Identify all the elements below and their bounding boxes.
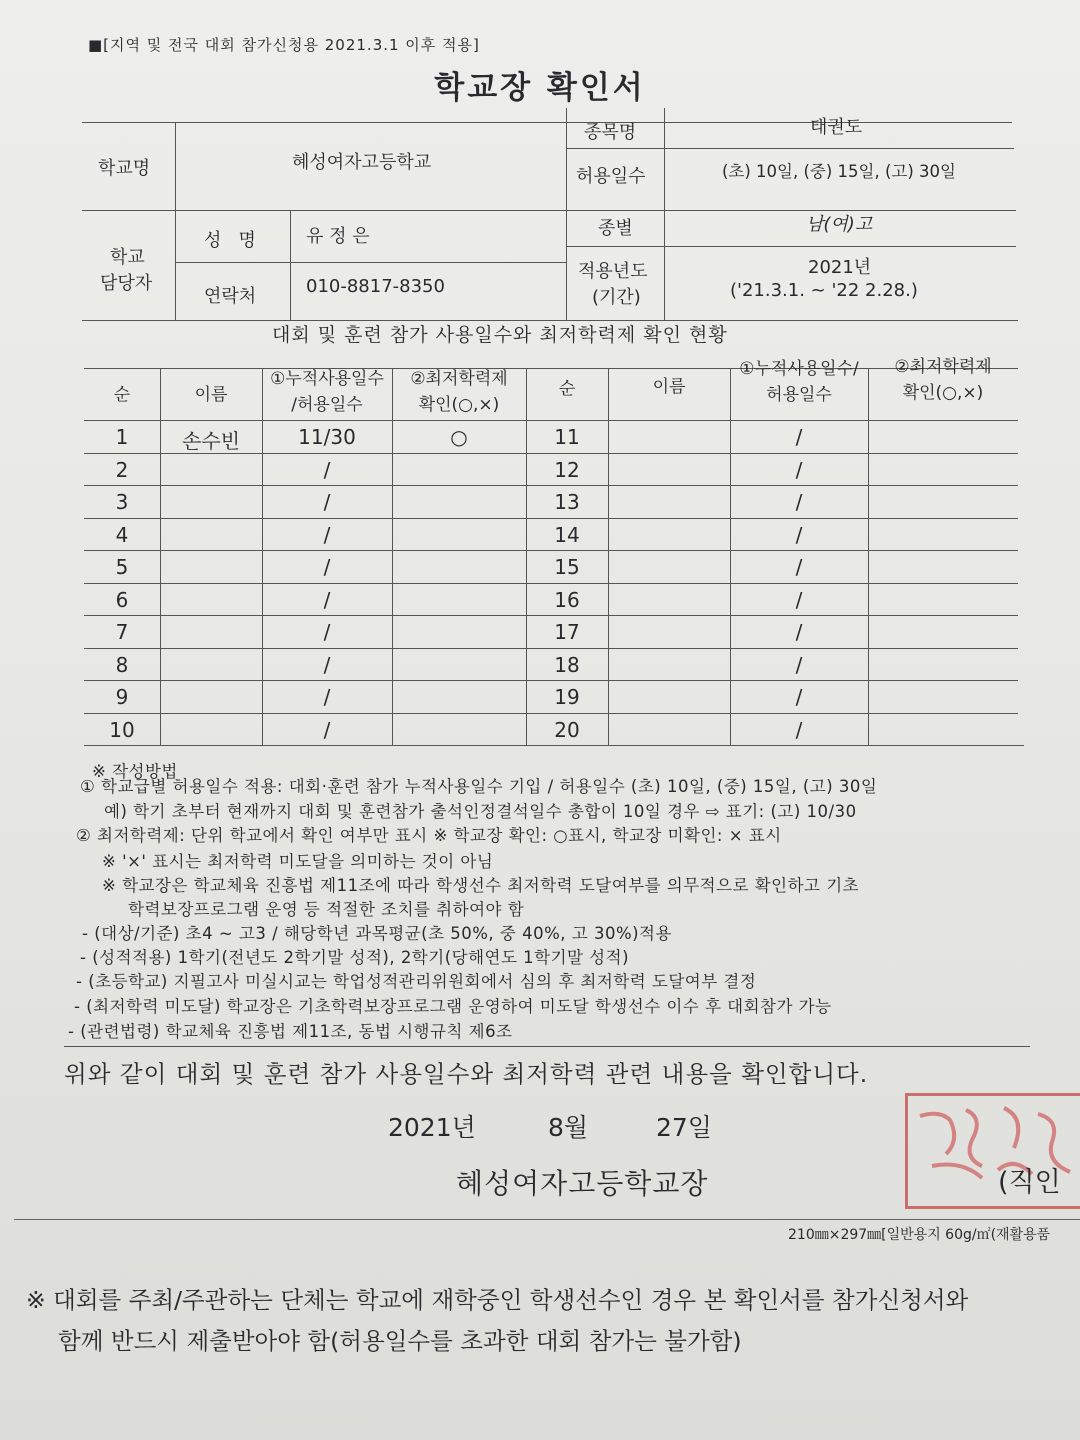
note-line: ① 학교급별 허용일수 적용: 대회·훈련 참가 누적사용일수 기입 / 허용일수 (초) 10일, (중) 15일, (고) 30일 bbox=[80, 777, 878, 796]
table-cell-name: 손수빈 bbox=[182, 429, 240, 453]
name-label: 성 명 bbox=[204, 230, 256, 251]
table-cell-days: / bbox=[323, 523, 331, 547]
type-label: 종별 bbox=[598, 218, 633, 239]
allowed-days-label: 허용일수 bbox=[576, 166, 646, 187]
table-cell-no: 7 bbox=[115, 620, 129, 644]
date-month: 8월 bbox=[548, 1113, 589, 1142]
table-cell-days: / bbox=[323, 588, 331, 612]
table-cell-days: / bbox=[323, 718, 331, 742]
col-header-check: ②최저학력제 bbox=[410, 369, 508, 389]
table-cell-no: 6 bbox=[115, 588, 129, 612]
note-line: 예) 학기 초부터 현재까지 대회 및 훈련참가 출석인정결석일수 총합이 10일 경우 ⇨ 표기: (고) 10/30 bbox=[104, 802, 857, 821]
confirmation-statement: 위와 같이 대회 및 훈련 참가 사용일수와 최저학력 관련 내용을 확인합니다. bbox=[64, 1060, 869, 1088]
note-line: ※ 학교장은 학교체육 진흥법 제11조에 따라 학생선수 최저학력 도달여부를 의무적으로 확인하고 기초 bbox=[102, 876, 860, 895]
seal-label: (직인 bbox=[998, 1167, 1061, 1198]
note-line: - (초등학교) 지필고사 미실시교는 학업성적관리위원회에서 심의 후 최저학력 도달여부 결정 bbox=[76, 972, 757, 991]
table-cell-days: / bbox=[323, 490, 331, 514]
sport-label: 종목명 bbox=[584, 122, 637, 143]
form-usage-note: ■[지역 및 전국 대회 참가신청용 2021.3.1 이후 적용] bbox=[88, 36, 480, 54]
table-cell-days: / bbox=[795, 653, 803, 677]
table-cell-no: 4 bbox=[115, 523, 129, 547]
table-cell-no: 12 bbox=[554, 458, 580, 482]
info-col-divider bbox=[175, 122, 176, 320]
manager-name-value: 유 정 은 bbox=[306, 226, 370, 247]
table-cell-no: 15 bbox=[554, 555, 580, 579]
table-row-line bbox=[84, 485, 1018, 486]
note-line: - (대상/기준) 초4 ~ 고3 / 해당학년 과목평균(초 50%, 중 40%, 고 30%)적용 bbox=[82, 924, 672, 943]
table-cell-no: 20 bbox=[554, 718, 580, 742]
year-value: 2021년 bbox=[808, 257, 872, 278]
footer-notice: ※ 대회를 주최/주관하는 단체는 학교에 재학중인 학생선수인 경우 본 확인서를 참가신청서와 bbox=[26, 1286, 969, 1314]
page-title: 학교장 확인서 bbox=[434, 70, 646, 106]
school-name-label: 학교명 bbox=[98, 158, 151, 179]
note-line: ※ 작성방법 bbox=[92, 762, 178, 781]
table-cell-no: 10 bbox=[109, 718, 135, 742]
notes-bottom-line bbox=[64, 1046, 1030, 1047]
sport-value: 태권도 bbox=[810, 117, 863, 138]
note-line: - (최저학력 미도달) 학교장은 기초학력보장프로그램 운영하여 미도달 학생선수 이수 후 대회참가 가능 bbox=[74, 997, 832, 1016]
section-title: 대회 및 훈련 참가 사용일수와 최저학력제 확인 현황 bbox=[272, 324, 728, 346]
table-row-line bbox=[84, 615, 1018, 616]
col-header-check-2: 확인(○,×) bbox=[418, 395, 500, 415]
table-cell-no: 1 bbox=[115, 425, 129, 449]
table-col-line bbox=[608, 368, 609, 745]
note-line: - (성적적용) 1학기(전년도 2학기말 성적), 2학기(당해연도 1학기말 성적) bbox=[80, 948, 630, 967]
table-row-line bbox=[84, 648, 1018, 649]
col-header-no-right: 순 bbox=[558, 379, 576, 399]
table-cell-check: ○ bbox=[450, 425, 468, 449]
table-cell-days: / bbox=[795, 490, 803, 514]
table-cell-no: 13 bbox=[554, 490, 580, 514]
table-cell-no: 18 bbox=[554, 653, 580, 677]
col-header-days-right-2: 허용일수 bbox=[766, 385, 832, 405]
table-cell-days: / bbox=[795, 620, 803, 644]
note-line: ② 최저학력제: 단위 학교에서 확인 여부만 표시 ※ 학교장 확인: ○표시, 학교장 미확인: × 표시 bbox=[76, 826, 782, 845]
table-cell-days: / bbox=[795, 588, 803, 612]
col-header-days-2: /허용일수 bbox=[291, 395, 363, 415]
table-cell-no: 2 bbox=[115, 458, 129, 482]
table-cell-no: 19 bbox=[554, 685, 580, 709]
col-header-days-right: ①누적사용일수/ bbox=[739, 359, 859, 379]
col-header-no: 순 bbox=[113, 385, 131, 405]
table-cell-no: 3 bbox=[115, 490, 129, 514]
manager-label-2: 담당자 bbox=[100, 273, 153, 294]
table-row-line bbox=[84, 713, 1018, 714]
info-row-divider bbox=[566, 246, 1016, 247]
table-cell-days: / bbox=[323, 685, 331, 709]
info-row-divider bbox=[82, 210, 1016, 211]
note-line: - (관련법령) 학교체육 진흥법 제11조, 동법 시행규칙 제6조 bbox=[68, 1022, 513, 1041]
table-cell-days: / bbox=[795, 458, 803, 482]
table-cell-days: / bbox=[323, 653, 331, 677]
note-line: 학력보장프로그램 운영 등 적절한 조치를 취하여야 함 bbox=[128, 900, 525, 919]
table-cell-days: / bbox=[795, 425, 803, 449]
note-line: ※ '×' 표시는 최저학력 미도달을 의미하는 것이 아님 bbox=[102, 852, 494, 871]
year-label: 적용년도 bbox=[578, 261, 648, 282]
table-row-line bbox=[84, 420, 1018, 421]
table-row-line bbox=[84, 745, 1024, 746]
contact-label: 연락처 bbox=[204, 286, 257, 307]
info-row-divider bbox=[176, 262, 566, 263]
period-value: ('21.3.1. ~ '22 2.28.) bbox=[730, 280, 918, 301]
table-cell-days: / bbox=[323, 555, 331, 579]
col-header-name: 이름 bbox=[194, 385, 228, 405]
school-name-value: 혜성여자고등학교 bbox=[292, 152, 432, 173]
table-cell-no: 14 bbox=[554, 523, 580, 547]
table-cell-no: 5 bbox=[115, 555, 129, 579]
info-col-divider bbox=[664, 108, 665, 320]
col-header-name-right: 이름 bbox=[652, 377, 686, 397]
period-label: (기간) bbox=[592, 287, 641, 308]
info-row-divider bbox=[566, 148, 1014, 149]
info-col-divider bbox=[290, 210, 291, 320]
table-cell-days: 11/30 bbox=[298, 425, 356, 449]
type-value: 남(여)고 bbox=[806, 214, 873, 235]
table-col-line bbox=[868, 368, 869, 745]
table-cell-no: 16 bbox=[554, 588, 580, 612]
contact-value: 010-8817-8350 bbox=[306, 276, 445, 297]
table-cell-days: / bbox=[795, 523, 803, 547]
table-cell-no: 11 bbox=[554, 425, 580, 449]
footer-divider bbox=[14, 1219, 1080, 1220]
table-row-line bbox=[84, 583, 1018, 584]
table-row-line bbox=[84, 518, 1018, 519]
info-table-top-line bbox=[82, 122, 1012, 123]
table-cell-days: / bbox=[323, 620, 331, 644]
table-cell-no: 9 bbox=[115, 685, 129, 709]
table-cell-days: / bbox=[323, 458, 331, 482]
col-header-check-right: ②최저학력제 bbox=[894, 357, 992, 377]
table-cell-no: 17 bbox=[554, 620, 580, 644]
col-header-check-right-2: 확인(○,×) bbox=[902, 383, 984, 403]
table-cell-days: / bbox=[795, 718, 803, 742]
paper-spec: 210㎜×297㎜[일반용지 60g/㎡(재활용품 bbox=[788, 1227, 1051, 1243]
manager-label: 학교 bbox=[110, 247, 145, 268]
table-cell-days: / bbox=[795, 555, 803, 579]
col-header-days: ①누적사용일수 bbox=[270, 369, 384, 389]
table-row-line bbox=[84, 550, 1018, 551]
date-day: 27일 bbox=[656, 1113, 712, 1142]
table-cell-days: / bbox=[795, 685, 803, 709]
info-col-divider bbox=[566, 108, 567, 320]
allowed-days-value: (초) 10일, (중) 15일, (고) 30일 bbox=[722, 162, 956, 181]
table-cell-no: 8 bbox=[115, 653, 129, 677]
principal-name: 혜성여자고등학교장 bbox=[456, 1167, 709, 1200]
footer-notice-2: 함께 반드시 제출받아야 함(허용일수를 초과한 대회 참가는 불가함) bbox=[58, 1327, 742, 1355]
date-year: 2021년 bbox=[388, 1113, 476, 1142]
table-row-line bbox=[84, 680, 1018, 681]
